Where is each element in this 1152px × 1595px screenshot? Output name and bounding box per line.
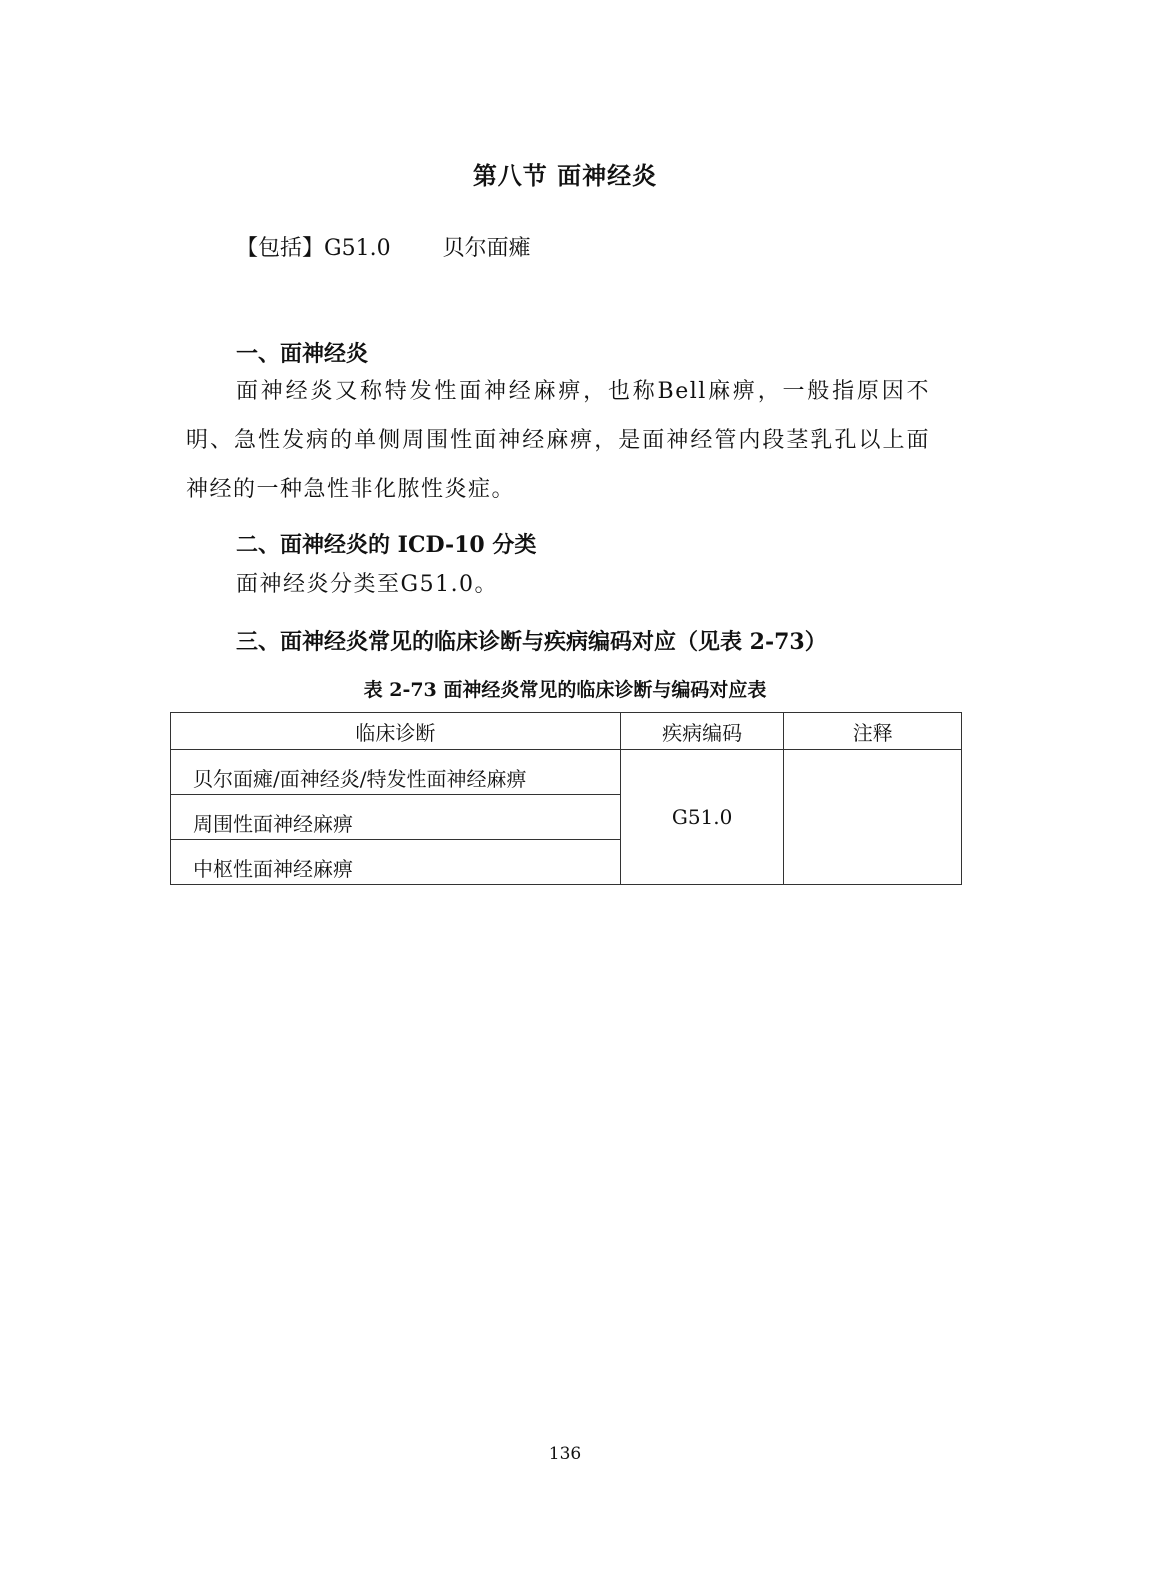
note-cell xyxy=(784,750,962,885)
includes-term: 贝尔面瘫 xyxy=(442,236,531,261)
diagnosis-cell: 中枢性面神经麻痹 xyxy=(171,840,621,885)
table-caption: 表 2-73 面神经炎常见的临床诊断与编码对应表 xyxy=(363,679,767,701)
header-code: 疾病编码 xyxy=(620,713,784,750)
section-title: 第八节 面神经炎 xyxy=(472,161,658,190)
table-row xyxy=(171,750,962,795)
includes-line xyxy=(236,231,531,262)
includes-code: G51.0 xyxy=(324,236,391,261)
heading-definition: 一、面神经炎 xyxy=(236,341,369,367)
table-header-row xyxy=(171,713,962,750)
header-diagnosis: 临床诊断 xyxy=(171,713,621,750)
heading-icd-classification: 二、面神经炎的 ICD-10 分类 xyxy=(236,532,537,558)
page-number: 136 xyxy=(548,1444,582,1464)
heading-diagnosis-mapping: 三、面神经炎常见的临床诊断与疾病编码对应（见表 2-73） xyxy=(236,629,827,655)
header-note: 注释 xyxy=(784,713,962,750)
diagnosis-cell: 贝尔面瘫/面神经炎/特发性面神经麻痹 xyxy=(171,750,621,795)
code-cell: G51.0 xyxy=(620,750,784,885)
diagnosis-cell: 周围性面神经麻痹 xyxy=(171,795,621,840)
includes-label: 【包括】 xyxy=(236,236,325,261)
paragraph-definition: 面神经炎又称特发性面神经麻痹，也称Bell麻痹，一般指原因不明、急性发病的单侧周围性面神经麻痹，是面神经管内段茎乳孔以上面神经的一种急性非化脓性炎症。 xyxy=(186,379,930,502)
paragraph-icd-classification: 面神经炎分类至G51.0。 xyxy=(236,572,499,597)
diagnosis-code-table xyxy=(170,712,962,885)
